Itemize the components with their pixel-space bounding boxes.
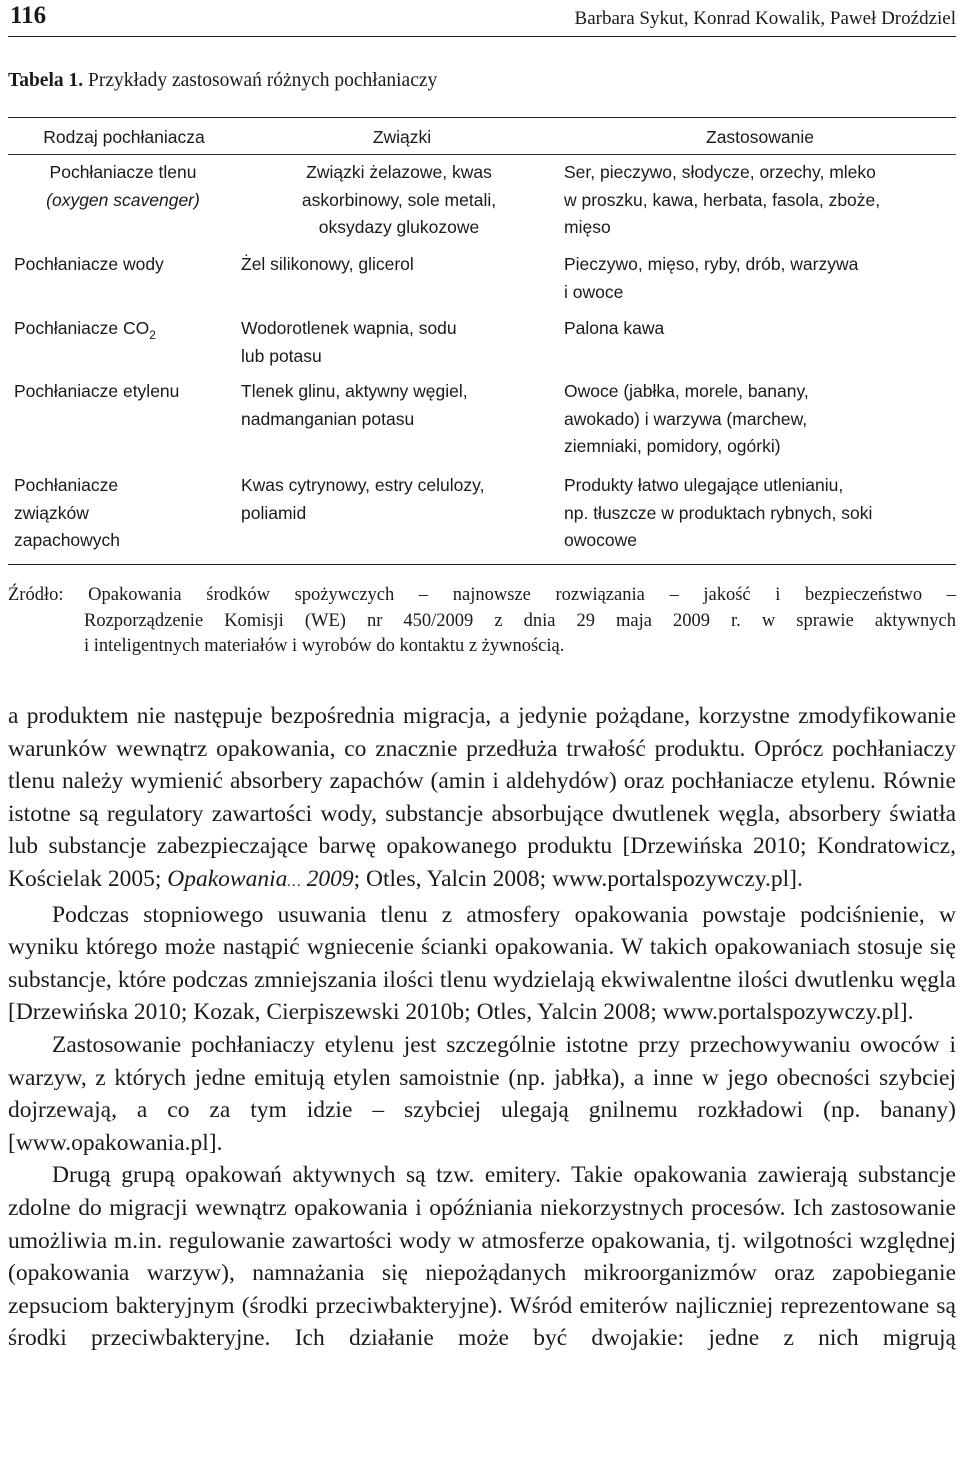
cell-line: ziemniaki, pomidory, ogórki) (564, 436, 781, 456)
cell-line: i owoce (564, 281, 624, 302)
cell-use (564, 378, 956, 461)
cell-type (14, 378, 232, 406)
cell-compounds (241, 159, 557, 242)
cell-type (14, 251, 232, 279)
table-row (8, 247, 956, 311)
cell-line: Palona kawa (564, 318, 665, 338)
cell-compounds (241, 472, 557, 527)
running-header (8, 2, 956, 37)
citation-italic: Opakowania (167, 865, 288, 892)
cell-line: związków (14, 502, 89, 523)
cell-compounds (241, 251, 557, 279)
cell-line: (oxygen scavenger) (46, 189, 200, 210)
cell-line: Kwas cytrynowy, estry celulozy, (241, 475, 485, 495)
cell-line: nadmanganian potasu (241, 408, 415, 429)
cell-use (564, 472, 956, 555)
cell-line: zapachowych (14, 530, 121, 550)
cell-line: owocowe (564, 530, 637, 550)
cell-line: awokado) i warzywa (marchew, (564, 408, 808, 429)
column-header-compounds: Związki (372, 127, 432, 147)
paragraph: Zastosowanie pochłaniaczy etylenu jest szczególnie istotne przy przechowywaniu owoców i warzyw, z których jedne emitują etylen samoistnie (np. jabłka), a inne w jego obecności szybciej dojrzewają, a co za tym idzie – szybciej ulegają gnilnemu rozkładowi (np. banany) [www.opakowania.pl]. (8, 1031, 956, 1156)
cell-use (564, 251, 956, 306)
cell-line: Związki żelazowe, kwas (306, 162, 492, 182)
cell-line: Pochłaniacze etylenu (14, 381, 180, 401)
paragraph: Drugą grupą opakowań aktywnych są tzw. emitery. Takie opakowania zawierają substancje zdolne do migracji wewnątrz opakowania i opóźniania niekorzystnych procesów. Ich zastosowanie umożliwia m.in. regulowanie zawartości wody w atmosferze opakowania, tj. wilgotności względnej (opakowania warzyw), namnażania się niepożądanych mikroorganizmów oraz zapobieganie zepsuciom bakteryjnym (środki przeciwbakteryjne). Wśród emiterów najliczniej reprezentowane są środki przeciwbakteryjne. Ich działanie może być dwojakie: jedne z nich migrują (8, 1162, 956, 1352)
cell-compounds (241, 378, 557, 433)
citation-italic-year: 2009 (300, 865, 354, 892)
cell-line: Żel silikonowy, glicerol (241, 254, 414, 274)
paragraph-text: ; Otles, Yalcin 2008; www.portalspozywczy.pl]. (353, 865, 803, 892)
authors: Barbara Sykut, Konrad Kowalik, Paweł Droździel (574, 8, 956, 29)
cell-line: Owoce (jabłka, morele, banany, (564, 381, 809, 401)
cell-line: askorbinowy, sole metali, (301, 189, 497, 210)
cell-type (14, 159, 232, 214)
cell-line: oksydazy glukozowe (318, 217, 480, 237)
cell-line: w proszku, kawa, herbata, fasola, zboże, (564, 189, 881, 210)
cell-use (564, 315, 956, 343)
cell-line: Wodorotlenek wapnia, sodu (241, 318, 457, 338)
column-header-type: Rodzaj pochłaniacza (43, 127, 205, 147)
cell-line: Produkty łatwo ulegające utlenianiu, (564, 475, 844, 495)
table-row (8, 468, 956, 564)
cell-type (14, 315, 232, 343)
cell-line: Pochłaniacze CO (14, 318, 150, 338)
paragraph: Podczas stopniowego usuwania tlenu z atmosfery opakowania powstaje podciśnienie, w wyniku którego może nastąpić wgniecenie ścianki opakowania. W takich opakowaniach stosuje się substancje, które podczas zmniejszania ilości tlenu wydzielają ekwiwalentne ilości dwutlenku węgla [Drzewińska 2010; Kozak, Cierpiszewski 2010b; Otles, Yalcin 2008; www.portalspozywczy.pl]. (8, 901, 956, 1026)
paragraph (8, 700, 956, 899)
cell-type (14, 472, 232, 555)
table-caption-text: Przykłady zastosowań różnych pochłaniaczy (88, 70, 438, 91)
table-caption-label: Tabela 1. (8, 70, 84, 91)
cell-use (564, 159, 956, 242)
page-number: 116 (10, 2, 47, 29)
cell-line: np. tłuszcze w produktach rybnych, soki (564, 502, 873, 523)
table-caption (8, 70, 437, 92)
body-text (8, 700, 956, 1355)
cell-line: mięso (564, 217, 611, 237)
cell-line: Pochłaniacze (14, 475, 119, 495)
source-line: Źródło: Opakowania środków spożywczych – najnowsze rozwiązania – jakość i bezpieczeństwo – (8, 585, 956, 605)
column-header-use: Zastosowanie (706, 127, 814, 147)
paragraph-text: a produktem nie następuje bezpośrednia migracja, a jedynie pożądane, korzystne zmodyfikowanie warunków wewnątrz opakowania, co znacznie przedłuża trwałość produktu. Oprócz pochłaniaczy tlenu należy wymienić absorbery zapachów (amin i aldehydów) oraz pochłaniacze etylenu. Równie istotne są regulatory zawartości wody, substancje absorbujące dwutlenek węgla, absorbery światła lub substancje zabezpieczające barwę opakowanego produktu [Drzewińska 2010; Kondratowicz, Kościelak 2005; (8, 703, 956, 892)
table-row (8, 311, 956, 374)
table-header-row (8, 118, 956, 155)
source-note (8, 583, 956, 660)
cell-line: Pochłaniacze tlenu (49, 162, 197, 182)
source-line: Rozporządzenie Komisji (WE) nr 450/2009 z dnia 29 maja 2009 r. w sprawie aktywnych (84, 610, 956, 631)
cell-line: poliamid (241, 502, 307, 523)
citation-ellipsis: … (287, 873, 301, 890)
cell-line: lub potasu (241, 345, 322, 366)
subscript: 2 (149, 328, 156, 342)
cell-line: Ser, pieczywo, słodycze, orzechy, mleko (564, 162, 876, 182)
table-row (8, 155, 956, 247)
absorbers-table (8, 117, 956, 565)
table-row (8, 374, 956, 468)
source-line: i inteligentnych materiałów i wyrobów do kontaktu z żywnością. (84, 636, 565, 656)
cell-line: Tlenek glinu, aktywny węgiel, (241, 381, 468, 401)
cell-line: Pochłaniacze wody (14, 254, 164, 274)
cell-line: Pieczywo, mięso, ryby, drób, warzywa (564, 254, 859, 274)
cell-compounds (241, 315, 557, 370)
